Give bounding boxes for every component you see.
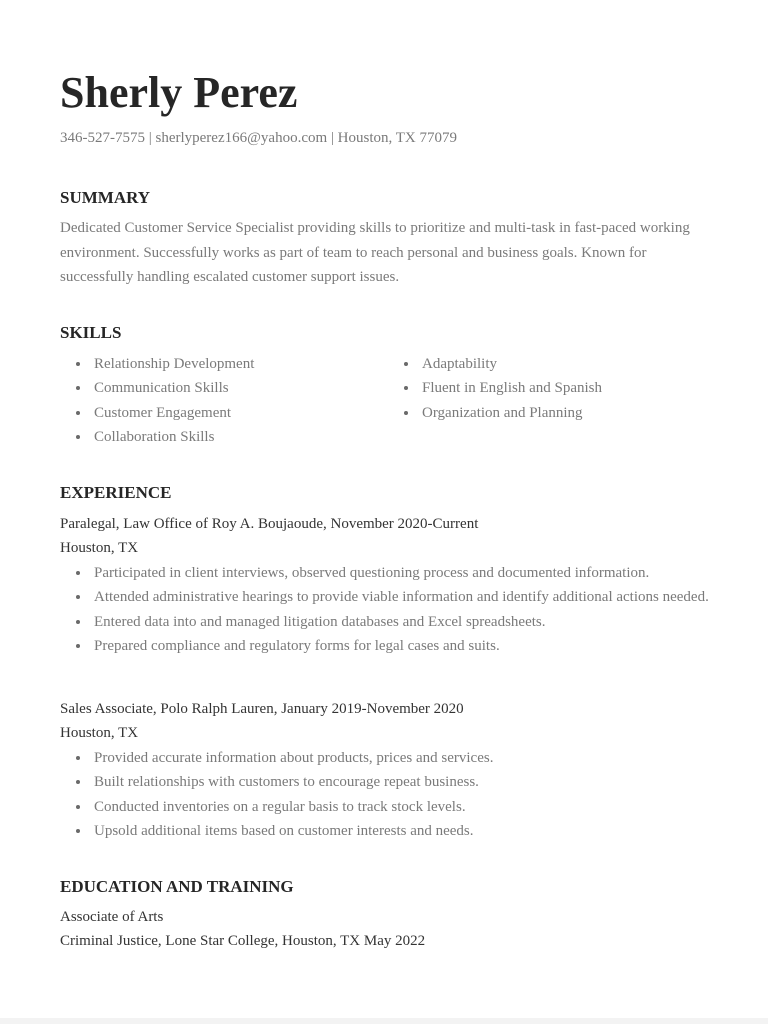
skill-item (60, 352, 390, 376)
skill-label: Collaboration Skills (94, 429, 215, 446)
bullet-icon (76, 362, 80, 366)
bullet-icon (404, 386, 408, 390)
skills-list-right (388, 352, 718, 425)
summary-heading: SUMMARY (60, 188, 151, 207)
job-bullet (60, 746, 720, 770)
bullet-icon (76, 435, 80, 439)
skills-heading: SKILLS (60, 323, 122, 342)
education-heading: EDUCATION AND TRAINING (60, 877, 294, 896)
job-bullet (60, 585, 720, 609)
page-bottom-edge (0, 1018, 768, 1024)
job-bullet (60, 561, 720, 585)
job-bullet-text: Participated in client interviews, observed questioning process and documented information. (94, 565, 650, 581)
skill-item (388, 376, 718, 400)
job-location: Houston, TX (60, 725, 139, 741)
job-bullets (60, 561, 720, 659)
skill-label: Fluent in English and Spanish (422, 380, 602, 397)
job-bullet-text: Attended administrative hearings to provide viable information and identify additional actions needed. (94, 589, 709, 606)
experience-heading: EXPERIENCE (60, 483, 172, 502)
job-bullet (60, 819, 720, 843)
resume-name: Sherly Perez (60, 68, 298, 117)
skill-item (388, 401, 718, 425)
bullet-icon (76, 411, 80, 415)
job-bullet-text: Built relationships with customers to encourage repeat business. (94, 774, 479, 791)
skill-item (60, 376, 390, 400)
job-title: Paralegal, Law Office of Roy A. Boujaoude, November 2020-Current (60, 516, 479, 532)
bullet-icon (76, 644, 80, 648)
bullet-icon (76, 571, 80, 575)
job-bullet-text: Entered data into and managed litigation databases and Excel spreadsheets. (94, 613, 546, 630)
contact-info: 346-527-7575 | sherlyperez166@yahoo.com | Houston, TX 77079 (60, 130, 457, 146)
bullet-icon (76, 780, 80, 784)
job-bullet-text: Prepared compliance and regulatory forms for legal cases and suits. (94, 638, 500, 655)
education-detail: Criminal Justice, Lone Star College, Houston, TX May 2022 (60, 933, 426, 949)
skill-label: Relationship Development (94, 356, 255, 372)
job-bullet (60, 634, 720, 658)
job-bullet-text: Conducted inventories on a regular basis to track stock levels. (94, 798, 466, 815)
education-degree: Associate of Arts (60, 909, 164, 925)
job-bullet (60, 795, 720, 819)
skill-item (60, 425, 390, 449)
job-title: Sales Associate, Polo Ralph Lauren, January 2019-November 2020 (60, 701, 464, 717)
job-bullet-text: Provided accurate information about products, prices and services. (94, 750, 494, 766)
skill-label: Customer Engagement (94, 404, 232, 421)
skill-item (388, 352, 718, 376)
bullet-icon (76, 756, 80, 760)
bullet-icon (404, 411, 408, 415)
summary-text: Dedicated Customer Service Specialist providing skills to prioritize and multi-task in fast-paced working environment. Successfully works as part of team to reach personal and business goals. Known for successfully handling escalated customer support issues. (60, 220, 690, 285)
bullet-icon (404, 362, 408, 366)
bullet-icon (76, 805, 80, 809)
skill-label: Organization and Planning (422, 404, 583, 421)
job-location: Houston, TX (60, 540, 139, 556)
bullet-icon (76, 386, 80, 390)
job-bullet-text: Upsold additional items based on customer interests and needs. (94, 823, 474, 840)
skill-label: Adaptability (422, 356, 497, 372)
job-bullets (60, 746, 720, 844)
bullet-icon (76, 829, 80, 833)
bullet-icon (76, 620, 80, 624)
skill-label: Communication Skills (94, 380, 229, 397)
skill-item (60, 401, 390, 425)
job-bullet (60, 770, 720, 794)
skills-list-left (60, 352, 390, 450)
bullet-icon (76, 595, 80, 599)
job-bullet (60, 610, 720, 634)
